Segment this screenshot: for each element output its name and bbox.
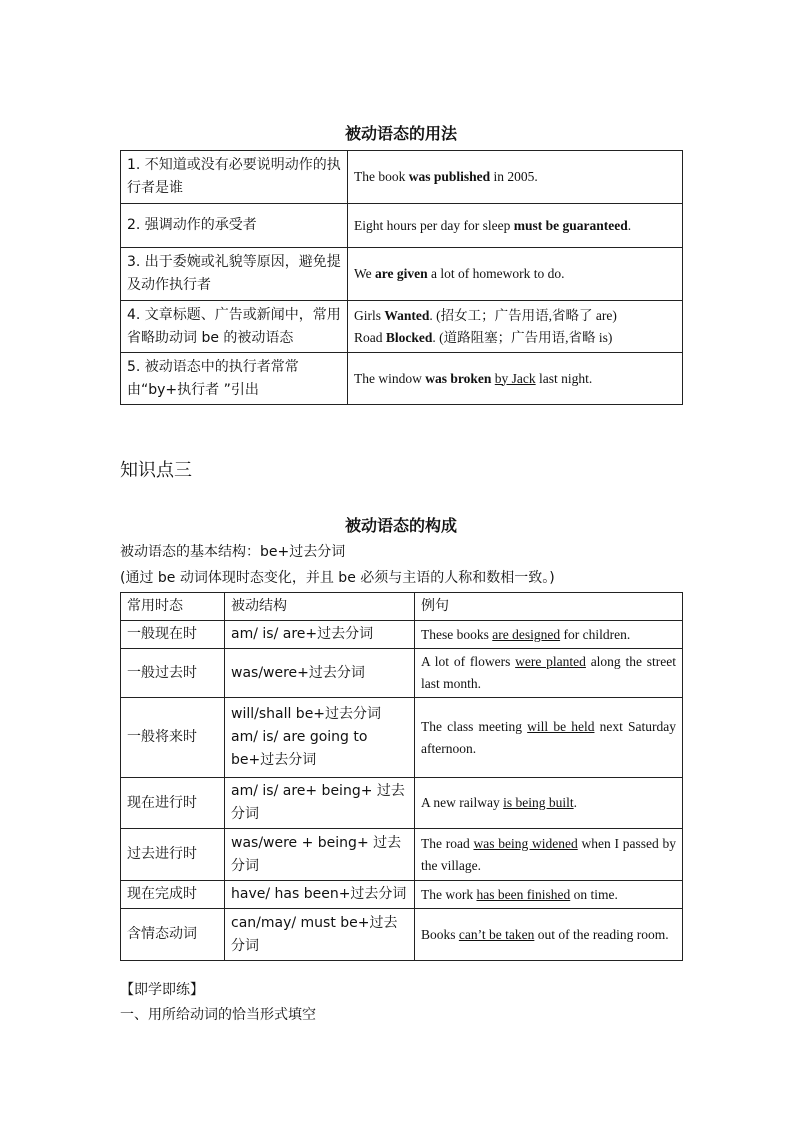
column-header: 常用时态: [121, 593, 225, 621]
tense-cell: 含情态动词: [121, 909, 225, 961]
example-cell: The road was being widened when I passed by the village.: [415, 829, 683, 881]
usage-example: The window was broken by Jack last night.: [348, 353, 683, 405]
form-cell: have/ has been+过去分词: [225, 881, 415, 909]
tense-cell: 过去进行时: [121, 829, 225, 881]
form-cell: was/were + being+ 过去分词: [225, 829, 415, 881]
tense-cell: 一般过去时: [121, 649, 225, 698]
usage-rule: 3. 出于委婉或礼貌等原因，避免提及动作执行者: [121, 248, 348, 301]
example-cell: A new railway is being built.: [415, 778, 683, 829]
example-cell: The class meeting will be held next Saturday afternoon.: [415, 698, 683, 778]
example-cell: A lot of flowers were planted along the street last month.: [415, 649, 683, 698]
table-row: [121, 151, 683, 204]
table-row: [121, 698, 683, 778]
table-row: [121, 248, 683, 301]
table-row: [121, 301, 683, 353]
intro-note: (通过 be 动词体现时态变化，并且 be 必须与主语的人称和数相一致。): [120, 570, 555, 586]
form-cell: am/ is/ are+ being+ 过去分词: [225, 778, 415, 829]
table-row: [121, 829, 683, 881]
usage-example: We are given a lot of homework to do.: [348, 248, 683, 301]
intro-line: 被动语态的基本结构：be+过去分词: [120, 544, 346, 560]
structure-table: [120, 592, 683, 961]
practice-instruction: 一、用所给动词的恰当形式填空: [120, 1007, 316, 1023]
usage-example: The book was published in 2005.: [348, 151, 683, 204]
usage-rule: 4. 文章标题、广告或新闻中，常用省略助动词 be 的被动语态: [121, 301, 348, 353]
tense-cell: 现在完成时: [121, 881, 225, 909]
tense-cell: 一般现在时: [121, 621, 225, 649]
example-cell: Books can’t be taken out of the reading room.: [415, 909, 683, 961]
table-row: [121, 778, 683, 829]
form-cell: was/were+过去分词: [225, 649, 415, 698]
tense-cell: 一般将来时: [121, 698, 225, 778]
tense-cell: 现在进行时: [121, 778, 225, 829]
structure-title: 被动语态的构成: [344, 516, 457, 535]
usage-example: Girls Wanted. (招女工；广告用语,省略了 are) Road Blocked. (道路阻塞；广告用语,省略 is): [348, 301, 683, 353]
practice-heading: 【即学即练】: [120, 982, 204, 998]
usage-title: 被动语态的用法: [344, 124, 457, 143]
usage-rule: 1. 不知道或没有必要说明动作的执行者是谁: [121, 151, 348, 204]
section-heading: 知识点三: [120, 460, 192, 481]
example-cell: These books are designed for children.: [415, 621, 683, 649]
table-row: [121, 909, 683, 961]
column-header: 例句: [415, 593, 683, 621]
table-row: [121, 621, 683, 649]
column-header: 被动结构: [225, 593, 415, 621]
form-cell: can/may/ must be+过去分词: [225, 909, 415, 961]
usage-table: [120, 150, 683, 405]
usage-example: Eight hours per day for sleep must be guaranteed.: [348, 204, 683, 248]
form-cell: will/shall be+过去分词 am/ is/ are going to be+过去分词: [225, 698, 415, 778]
form-cell: am/ is/ are+过去分词: [225, 621, 415, 649]
table-row: [121, 649, 683, 698]
table-row: [121, 353, 683, 405]
table-row: [121, 881, 683, 909]
example-cell: The work has been finished on time.: [415, 881, 683, 909]
table-row: [121, 204, 683, 248]
table-header-row: [121, 593, 683, 621]
usage-rule: 2. 强调动作的承受者: [121, 204, 348, 248]
usage-rule: 5. 被动语态中的执行者常常由“by+执行者 ”引出: [121, 353, 348, 405]
